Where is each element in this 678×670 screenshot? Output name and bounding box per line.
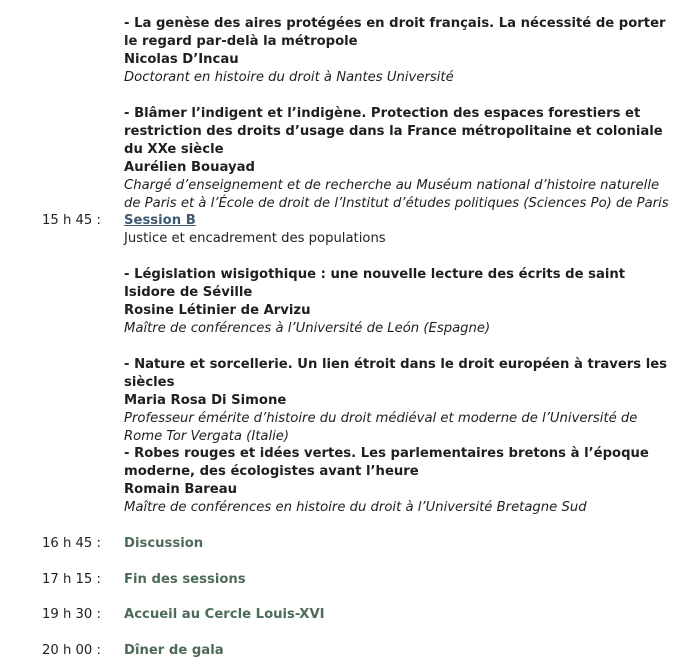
talk-title: - La genèse des aires protégées en droit français. La nécessité de porter le regard par-delà la métropole [124,16,666,49]
talk-author: Romain Bareau [124,482,238,497]
schedule-time: 20 h 00 : [42,643,101,658]
talk-title: - Législation wisigothique : une nouvelle lecture des écrits de saint Isidore de Séville [124,267,626,300]
talk-author: Maria Rosa Di Simone [124,393,287,408]
schedule-label: Fin des sessions [124,572,246,587]
schedule-label: Discussion [124,536,204,551]
talk-title: - Robes rouges et idées vertes. Les parlementaires bretons à l’époque moderne, des écologistes avant l’heure [124,446,649,479]
talk-author: Aurélien Bouayad [124,160,255,175]
talk-affiliation: Doctorant en histoire du droit à Nantes Université [124,70,454,85]
session-b-link[interactable]: Session B [124,213,196,228]
talk-author: Rosine Létinier de Arvizu [124,303,311,318]
schedule-time: 19 h 30 : [42,607,101,622]
talk-affiliation: Maître de conférences à l’Université de León (Espagne) [124,321,491,336]
talk-author: Nicolas D’Incau [124,52,239,67]
schedule-label: Dîner de gala [124,643,224,658]
session-subtitle: Justice et encadrement des populations [124,231,386,246]
schedule-time: 16 h 45 : [42,536,101,551]
talk-title: - Nature et sorcellerie. Un lien étroit dans le droit européen à travers les siècles [124,357,668,390]
schedule-time: 17 h 15 : [42,572,101,587]
schedule-label: Accueil au Cercle Louis-XVI [124,607,325,622]
talk-affiliation: Professeur émérite d’histoire du droit médiéval et moderne de l’Université de Rome Tor Vergata (Italie) [124,411,638,444]
talk-affiliation: Maître de conférences en histoire du droit à l’Université Bretagne Sud [124,500,587,515]
talk-affiliation: Chargé d’enseignement et de recherche au Muséum national d’histoire naturelle de Paris et à l’École de droit de l’Institut d’études politiques (Sciences Po) de Paris [124,178,669,211]
schedule-time: 15 h 45 : [42,213,101,228]
talk-title: - Blâmer l’indigent et l’indigène. Protection des espaces forestiers et restriction des droits d’usage dans la France métropolitaine et coloniale du XXe siècle [124,106,663,157]
